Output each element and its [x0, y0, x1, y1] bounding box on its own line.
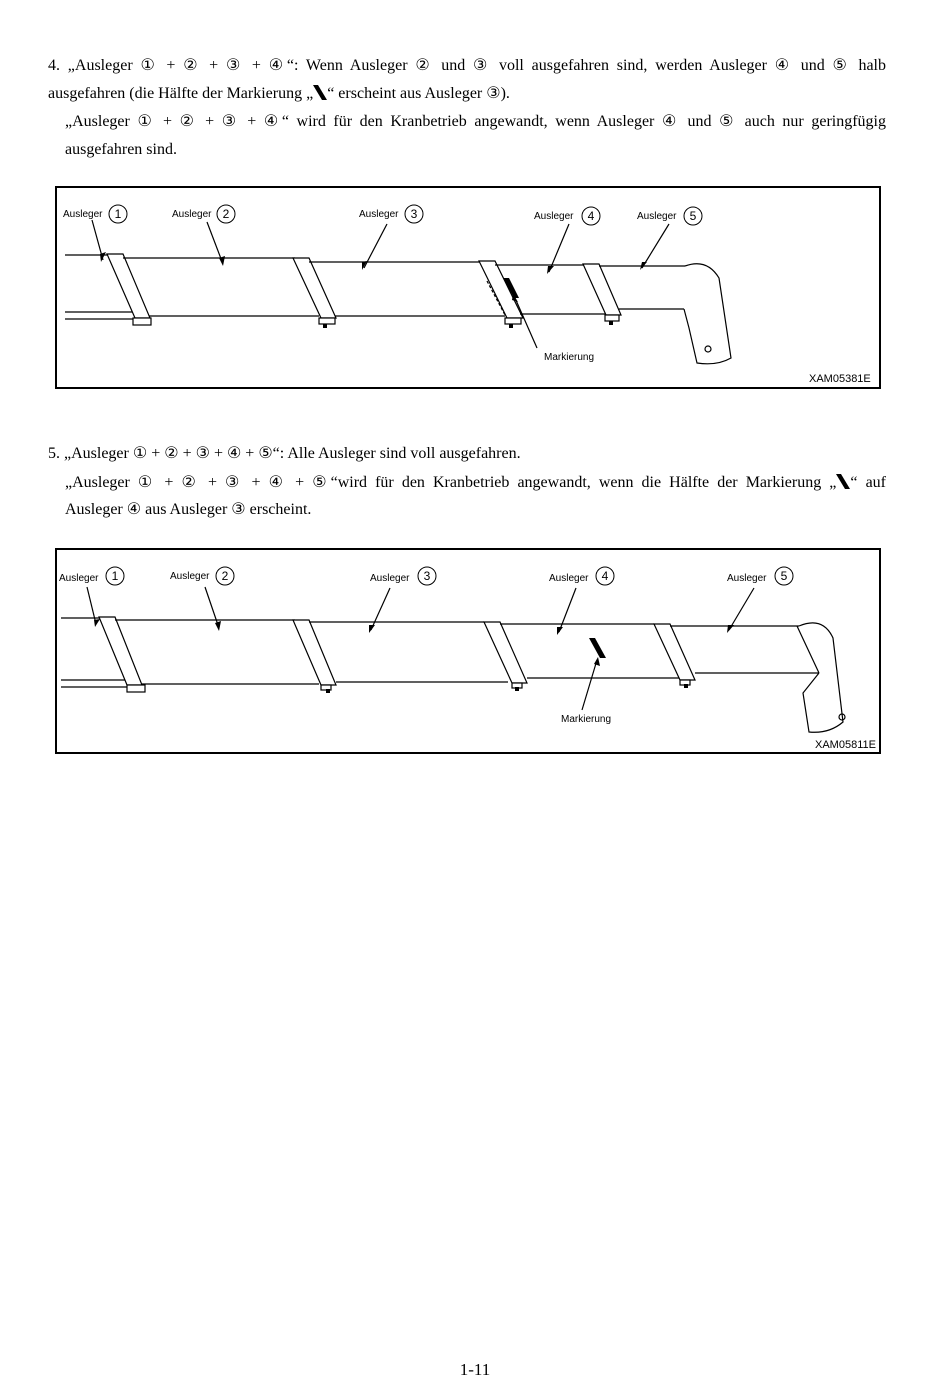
boom2-label: Ausleger: [170, 571, 210, 582]
section4-line1: 4. „Ausleger ① + ② + ③ + ④“: Wenn Ausleger ② und ③ voll ausgefahren sind, werden Ausleger ④ und ⑤ halb: [48, 57, 886, 74]
marking-symbol-icon: [313, 85, 327, 100]
boom5-number: 5: [780, 569, 788, 583]
boom5-label: Ausleger: [727, 573, 767, 584]
figure-boom-half-extended: [55, 186, 881, 389]
marking-symbol-icon: [836, 474, 850, 489]
boom5-label: Ausleger: [637, 211, 677, 222]
boom4-label: Ausleger: [549, 573, 589, 584]
boom1-label: Ausleger: [59, 573, 99, 584]
section5-line1: 5. „Ausleger ① + ② + ③ + ④ + ⑤“: Alle Ausleger sind voll ausgefahren.: [48, 445, 521, 462]
boom4-number: 4: [587, 209, 595, 223]
boom2-label: Ausleger: [172, 209, 212, 220]
section5-line2: „Ausleger ① + ② + ③ + ④ + ⑤“wird für den Kranbetrieb angewandt, wenn die Hälfte der Markierung „ “ auf: [65, 474, 887, 491]
boom2-number: 2: [221, 569, 229, 583]
figure-code: XAM05811E: [815, 739, 876, 751]
marking-label: Markierung: [544, 352, 595, 363]
boom-drawing-1: [57, 188, 883, 391]
boom3-label: Ausleger: [370, 573, 410, 584]
figure-code: XAM05381E: [809, 373, 871, 385]
boom5-number: 5: [689, 209, 697, 223]
boom-drawing-2: [57, 550, 883, 756]
boom2-number: 2: [222, 207, 230, 221]
boom3-label: Ausleger: [359, 209, 399, 220]
section5-line3: Ausleger ④ aus Ausleger ③ erscheint.: [65, 501, 312, 518]
boom4-number: 4: [601, 569, 609, 583]
section4-line2: ausgefahren (die Hälfte der Markierung „ “ erscheint aus Ausleger ③).: [48, 85, 510, 102]
marking-label: Markierung: [561, 714, 612, 725]
figure-boom-fully-extended: [55, 548, 881, 754]
boom4-label: Ausleger: [534, 211, 574, 222]
page-number: 1-11: [459, 1360, 491, 1379]
boom3-number: 3: [423, 569, 431, 583]
section4-line4: ausgefahren sind.: [65, 141, 177, 158]
boom1-number: 1: [111, 569, 119, 583]
boom1-label: Ausleger: [63, 209, 103, 220]
boom1-number: 1: [114, 207, 122, 221]
boom3-number: 3: [410, 207, 418, 221]
section4-line3: „Ausleger ① + ② + ③ + ④“ wird für den Kranbetrieb angewandt, wenn Ausleger ④ und ⑤ auch nur geringfügig: [65, 113, 886, 130]
